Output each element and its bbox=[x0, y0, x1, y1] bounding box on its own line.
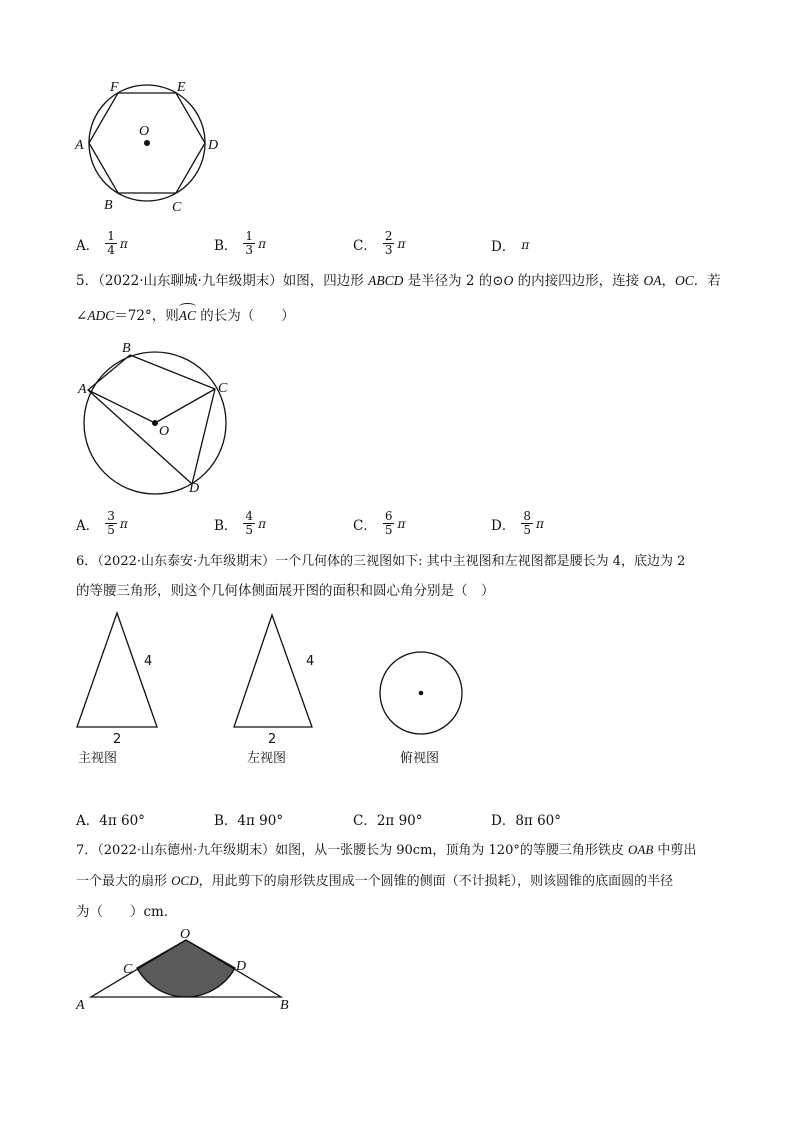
q5-option-c-pi: π bbox=[397, 516, 406, 531]
q5-var-adc: ADC bbox=[87, 308, 115, 323]
q7-var-oab: OAB bbox=[627, 842, 654, 857]
q7-label-a: A bbox=[76, 998, 85, 1013]
q4-option-c-num: 2 bbox=[384, 229, 393, 243]
q6-front-side-label: 4 bbox=[144, 654, 153, 669]
q5-option-a[interactable] bbox=[76, 510, 128, 537]
q5-text: 的内接四边形，连接 bbox=[513, 273, 644, 289]
q6-left-caption: 左视图 bbox=[247, 751, 287, 766]
q5-var-abcd: ABCD bbox=[368, 273, 404, 288]
q4-option-c-letter: C． bbox=[353, 237, 377, 254]
q6-line1: 6．（2022·山东泰安·九年级期末）一个几何体的三视图如下: 其中主视图和左视图都是腰长为 4，底边为 2 bbox=[76, 554, 686, 569]
q5-option-a-fraction bbox=[105, 510, 117, 537]
q5-text: 的长为（ ） bbox=[196, 308, 295, 324]
q5-label-d: D bbox=[189, 481, 200, 496]
q4-option-b[interactable] bbox=[214, 230, 266, 257]
q6-top-caption: 俯视图 bbox=[400, 751, 440, 766]
q5-option-b-pi: π bbox=[258, 516, 266, 531]
q4-label-b: B bbox=[104, 198, 113, 213]
q4-label-o: O bbox=[139, 124, 150, 139]
q5-arc-label: AC bbox=[178, 308, 197, 323]
q4-option-d-pi: π bbox=[521, 238, 530, 252]
q5-arc-ac bbox=[179, 306, 196, 326]
q6-left-base-label: 2 bbox=[268, 732, 277, 747]
q6-top-center-dot bbox=[419, 691, 424, 696]
q6-option-d[interactable]: D．8π 60° bbox=[491, 813, 562, 829]
q5-var-o: O bbox=[503, 273, 514, 288]
q5-center-dot bbox=[152, 420, 158, 426]
q5-option-c-fraction bbox=[383, 510, 395, 537]
q5-option-a-letter: A． bbox=[76, 517, 100, 534]
q4-hexagon-figure bbox=[70, 75, 230, 220]
q5-text: ， bbox=[661, 273, 675, 289]
q5-text: ∠ bbox=[76, 308, 88, 324]
q4-option-b-fraction bbox=[243, 230, 255, 257]
q5-arc-mark bbox=[179, 303, 196, 310]
q4-option-b-pi: π bbox=[258, 236, 266, 251]
q4-option-d[interactable] bbox=[491, 235, 529, 255]
q5-label-o: O bbox=[159, 424, 170, 439]
q7-label-d: D bbox=[236, 959, 247, 974]
q4-option-a-fraction bbox=[105, 230, 117, 257]
q4-option-a-letter: A． bbox=[76, 237, 100, 254]
q5-option-b-num: 4 bbox=[245, 509, 254, 523]
q7-text: 7．（2022·山东德州·九年级期末）如图，从一张腰长为 90cm，顶角为 120°的等腰三角形铁皮 bbox=[76, 843, 628, 858]
q4-option-d-letter: D． bbox=[491, 239, 516, 255]
q4-option-c-pi: π bbox=[397, 236, 406, 251]
q4-option-b-den: 3 bbox=[245, 243, 254, 257]
q4-option-c-den: 3 bbox=[384, 243, 393, 257]
q6-front-base-label: 2 bbox=[113, 732, 122, 747]
q5-text: ＝72°，则 bbox=[114, 308, 179, 324]
q5-option-b-letter: B． bbox=[214, 517, 238, 534]
q6-front-caption: 主视图 bbox=[78, 751, 118, 766]
q5-option-d-den: 5 bbox=[523, 523, 531, 537]
q5-option-a-den: 5 bbox=[107, 523, 115, 537]
q4-label-c: C bbox=[172, 200, 182, 215]
q5-option-a-pi: π bbox=[119, 516, 128, 531]
q5-label-c: C bbox=[218, 381, 228, 396]
q5-label-b: B bbox=[122, 341, 131, 356]
q7-line3: 为（ ）cm． bbox=[76, 904, 178, 920]
q5-line2 bbox=[76, 306, 295, 326]
q4-option-a[interactable] bbox=[76, 230, 128, 257]
q5-option-d-letter: D． bbox=[491, 517, 516, 534]
q6-left-view bbox=[228, 608, 338, 748]
q7-line2 bbox=[76, 871, 673, 892]
q5-option-c-letter: C． bbox=[353, 517, 377, 534]
q5-option-b-fraction bbox=[243, 510, 255, 537]
q5-quadrilateral bbox=[88, 355, 215, 484]
q7-line1 bbox=[76, 840, 696, 861]
q6-top-view bbox=[375, 648, 470, 743]
q5-option-d[interactable] bbox=[491, 510, 544, 537]
q6-option-a[interactable]: A．4π 60° bbox=[76, 813, 145, 829]
q6-front-triangle bbox=[77, 613, 157, 727]
q7-text: 一个最大的扇形 bbox=[76, 874, 172, 889]
q5-circle-figure bbox=[75, 340, 235, 500]
q4-label-e: E bbox=[177, 80, 186, 95]
q4-label-f: F bbox=[110, 80, 119, 95]
q5-option-c[interactable] bbox=[353, 510, 405, 537]
q5-label-a: A bbox=[78, 382, 87, 397]
q7-label-b: B bbox=[280, 998, 289, 1013]
q7-sector bbox=[137, 940, 235, 997]
q6-left-triangle bbox=[234, 615, 315, 727]
q4-center-dot bbox=[144, 140, 150, 146]
q5-option-c-num: 6 bbox=[384, 509, 393, 523]
q7-triangle-figure bbox=[72, 925, 302, 1017]
q5-segment-oa bbox=[88, 390, 155, 423]
q5-text: ．若 bbox=[693, 273, 721, 289]
q6-left-side-label: 4 bbox=[306, 654, 315, 669]
q4-option-a-pi: π bbox=[119, 236, 128, 251]
q5-option-b[interactable] bbox=[214, 510, 266, 537]
q5-var-oc: OC bbox=[674, 273, 694, 288]
q4-label-d: D bbox=[208, 138, 219, 153]
q6-front-view bbox=[70, 608, 180, 748]
q5-option-d-pi: π bbox=[535, 516, 544, 531]
q6-line2: 的等腰三角形，则这个几何体侧面展开图的面积和圆心角分别是（ ） bbox=[76, 583, 495, 599]
q5-line1 bbox=[76, 271, 721, 291]
q5-option-a-num: 3 bbox=[107, 509, 115, 523]
q5-text: 是半径为 2 的⊙ bbox=[403, 273, 504, 289]
q4-option-a-den: 4 bbox=[107, 243, 115, 257]
q5-text: 5．（2022·山东聊城·九年级期末）如图，四边形 bbox=[76, 273, 369, 289]
q4-option-a-num: 1 bbox=[107, 229, 115, 243]
q4-option-b-letter: B． bbox=[214, 237, 238, 254]
q6-option-b[interactable]: B．4π 90° bbox=[214, 813, 284, 829]
q4-option-c-fraction bbox=[383, 230, 395, 257]
q4-label-a: A bbox=[75, 138, 84, 153]
q5-var-oa: OA bbox=[643, 273, 662, 288]
q7-text: ，用此剪下的扇形铁皮围成一个圆锥的侧面（不计损耗），则该圆锥的底面圆的半径 bbox=[198, 874, 674, 889]
q6-option-c[interactable]: C．2π 90° bbox=[353, 813, 423, 829]
q5-option-b-den: 5 bbox=[245, 523, 254, 537]
q5-option-c-den: 5 bbox=[384, 523, 393, 537]
q7-label-o: O bbox=[180, 927, 191, 942]
q4-option-b-num: 1 bbox=[245, 229, 254, 243]
q7-text: 中剪出 bbox=[653, 843, 697, 858]
q7-var-ocd: OCD bbox=[171, 873, 199, 888]
q5-option-d-num: 8 bbox=[523, 509, 531, 523]
q7-label-c: C bbox=[123, 962, 133, 977]
q5-segment-oc bbox=[155, 389, 215, 423]
q5-option-d-fraction bbox=[521, 510, 533, 537]
q4-option-c[interactable] bbox=[353, 230, 405, 257]
